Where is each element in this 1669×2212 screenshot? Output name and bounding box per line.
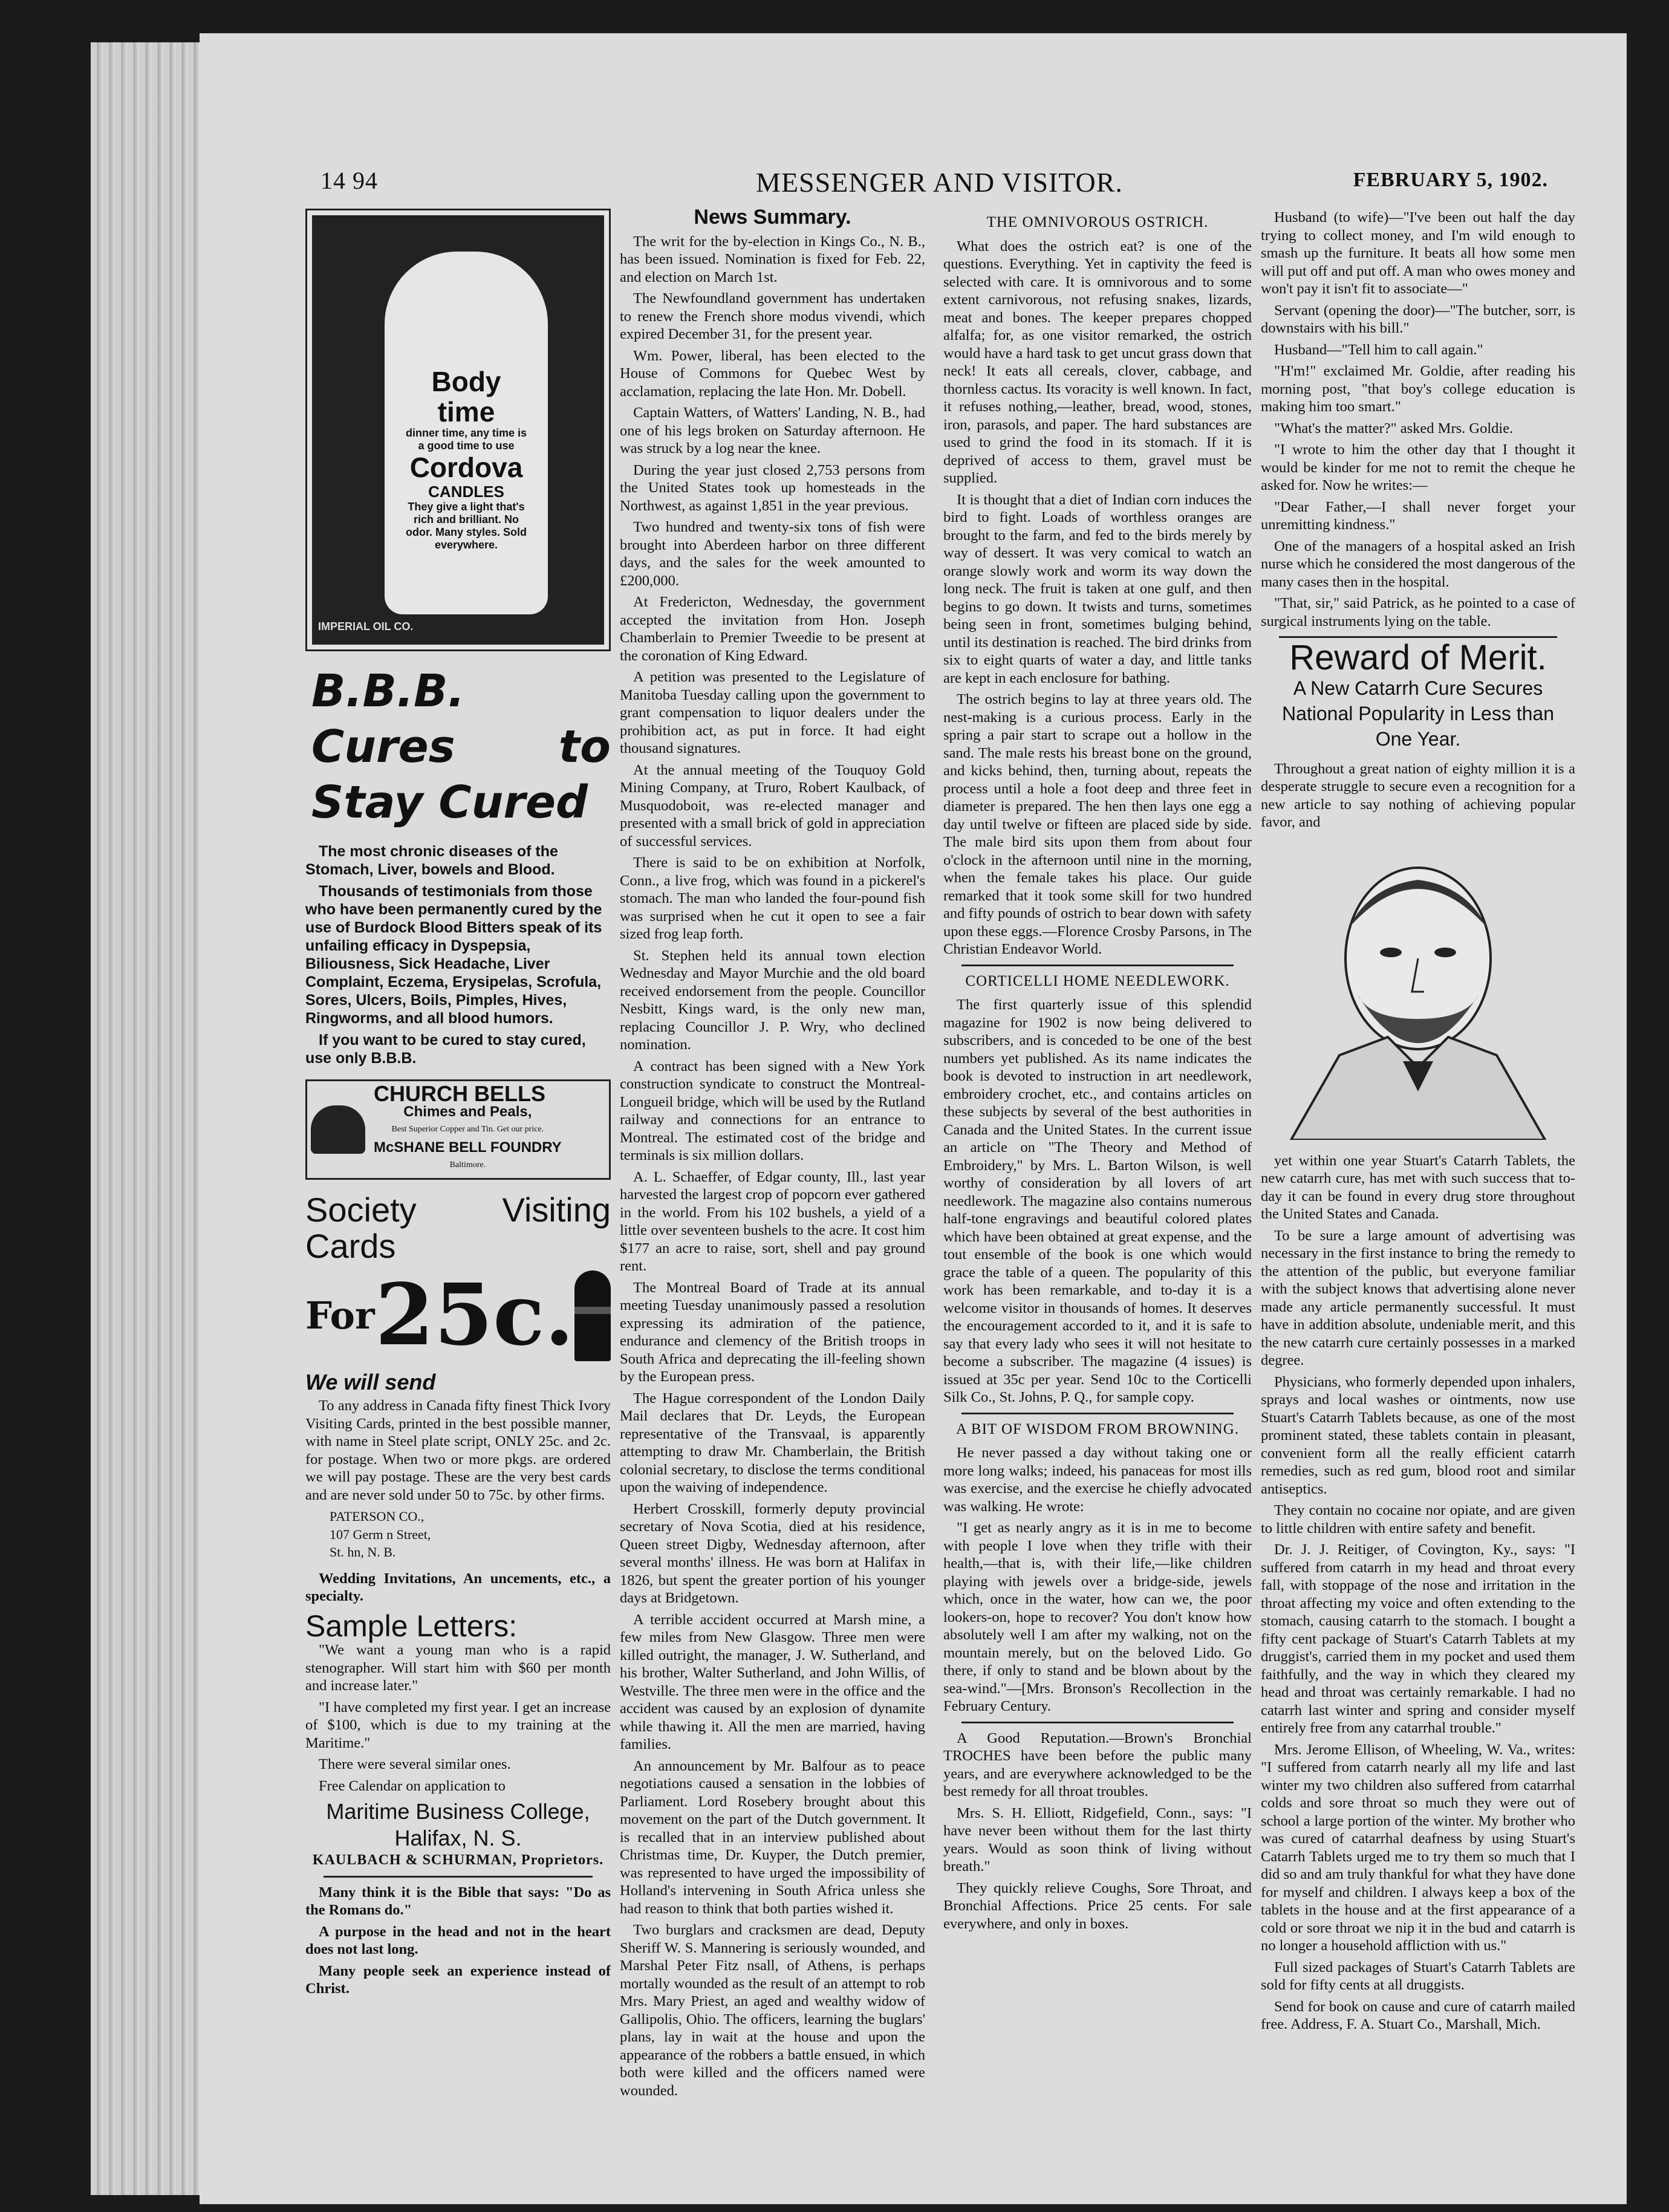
divider <box>324 1876 593 1878</box>
ad-line-body-time: Body time <box>431 366 501 428</box>
gentleman-illustration <box>574 1270 611 1361</box>
bbb-headline: B.B.B. Cures to Stay Cured <box>311 665 611 828</box>
sample-letter-4: Free Calendar on application to <box>319 1777 506 1794</box>
news-item-14: The Montreal Board of Trade at its annual meeting Tuesday unanimously passed a resolution expressing its admiration of the patience, endurance and clemency of the British troops in South Africa and deprecating the ill-feeling shown by the European press. <box>620 1279 925 1385</box>
wisdom-heading: A BIT OF WISDOM FROM BROWNING. <box>955 1420 1239 1437</box>
joke-paragraph-6: "I wrote to him the other day that I thought it would be kinder for me not to remit the cheque he asked for. Now he writes:— <box>1261 441 1575 493</box>
book-page-edges <box>91 42 218 2195</box>
wisdom-paragraph-1: He never passed a day without taking one or more long walks; indeed, his panaceas for most ills was exercise, and the exercise he chiefly advocated was walking. He wrote: <box>943 1445 1252 1515</box>
joke-paragraph-2: Servant (opening the door)—"The butcher, sorr, is downstairs with his bill." <box>1261 302 1575 336</box>
page-number: 14 94 <box>320 167 378 194</box>
bell-icon <box>311 1105 365 1154</box>
troches-paragraphs <box>943 1729 1252 1933</box>
joke-paragraph-1: Husband (to wife)—"I've been out half the day trying to collect money, and I'm wild enough to smash up the furniture. It beats all how some men will put off and put off. A man who owes money and won't pay it isn't fit to associate—" <box>1261 209 1575 297</box>
joke-paragraph-3: Husband—"Tell him to call again." <box>1274 341 1483 358</box>
wisdom-paragraphs <box>943 1444 1252 1716</box>
column-news-summary <box>620 209 925 2168</box>
filler-3: Many people seek an experience instead of Christ. <box>305 1962 611 1997</box>
bbb-body-3: If you want to be cured to stay cured, use only B.B.B. <box>305 1032 586 1067</box>
news-item-15: The Hague correspondent of the London Daily Mail declares that Dr. Leyds, the European representative of the Transvaal, is apparently attempting to draw Mr. Chamberlain, the British colonial secretary, to disclose the terms conditional upon the waiving of independence. <box>620 1390 925 1495</box>
paterson-line-1: PATERSON CO., <box>330 1509 425 1524</box>
news-item-10: There is said to be on exhibition at Norfolk, Conn., a live frog, which was found in a pickerel's stomach. The man who landed the four-pound fish was surprised when he cut it open to see a fair sized frog leap forth. <box>620 854 925 942</box>
ostrich-heading: THE OMNIVOROUS OSTRICH. <box>986 214 1209 230</box>
catarrh-intro: Throughout a great nation of eighty million it is a desperate struggle to secure even a recognition for a new article to say nothing of achieving popular favor, and <box>1261 760 1575 830</box>
bearded-man-portrait <box>1261 838 1575 1140</box>
we-will-send: We will send <box>305 1369 436 1394</box>
church-bells-ad <box>305 1079 611 1180</box>
ad-brand-cordova: Cordova <box>409 452 523 483</box>
ostrich-paragraph-3: The ostrich begins to lay at three years old. The nest-making is a curious process. Early in the spring a pair start to scrape out a hollow in the sand. The male rests his breast bone on the ground, and kicks behind, then, turning about, repeats the process until a hole a foot deep and three feet in diameter is prepared. The hen then lays one egg a day until twelve or fifteen are placed side by side. The male bird sits upon them from about four o'clock in the afternoon until nine in the morning, when the female takes his place. Our guide remarked that it took some skill for two hundred and fifty pounds of ostrich to bear down with safety upon these eggs.—Florence Crosby Parsons, in The Christian Endeavor World. <box>943 691 1252 957</box>
page-header <box>320 166 1548 203</box>
college-name: Maritime Business College, <box>326 1799 590 1824</box>
sample-letters-title: Sample Letters: <box>305 1609 518 1643</box>
news-summary-heading: News Summary. <box>694 209 851 229</box>
ad-line-light: They give a light that's rich and brilliant. No odor. Many styles. Sold everywhere. <box>405 501 527 551</box>
news-item-7: At Fredericton, Wednesday, the government accepted the invitation from Hon. Joseph Chamberlain to Premier Tweedie to be present at the coronation of King Edward. <box>620 594 925 664</box>
news-item-5: During the year just closed 2,753 persons from the United States took up homesteads in the Northwest, as against 1,851 in the year previous. <box>620 461 925 514</box>
ostrich-paragraph-1: What does the ostrich eat? is one of the questions. Everything. Yet in captivity the feed is selected with care. It is omnivorous and to some extent carnivorous, not refusing snakes, lizards, meat and bones. The keeper prepares chopped alfalfa; for, as one visitor remarked, the ostrich would have a hard task to get uncut grass down that neck! It eats all cereals, clover, cabbage, and thornless cactus. Its voracity is well known. In fact, it refuses nothing,—leather, bread, wood, stones, iron, parasols, and paper. The hard substances are used to grind the food in its stomach. If it is deprived of access to them, gravel must be supplied. <box>943 238 1252 486</box>
catarrh-heading: A New Catarrh Cure Secures National Popularity in Less than One Year. <box>1281 677 1555 750</box>
news-item-9: At the annual meeting of the Touquoy Gold Mining Company, at Truro, Robert Kaulback, of Musquodoboit, was re-elected manager and presented with a small brick of gold in appreciation of successful services. <box>620 761 925 850</box>
column-catarrh <box>1261 209 1575 2168</box>
for-text: For <box>305 1293 375 1338</box>
sample-letter-3: There were several similar ones. <box>319 1756 511 1772</box>
sample-letter-1: "We want a young man who is a rapid stenographer. Will start him with $60 per month and increase later." <box>305 1642 611 1694</box>
news-item-11: St. Stephen held its annual town election Wednesday and Mayor Murchie and the old board received endorsement from the people. Councillor Nesbitt, Kings ward, is the only new man, replacing Councillor J. P. Wry, who declined nomination. <box>620 947 925 1053</box>
paterson-line-3: St. hn, N. B. <box>330 1544 396 1560</box>
issue-date: FEBRUARY 5, 1902. <box>1353 169 1548 191</box>
news-item-19: Two burglars and cracksmen are dead, Deputy Sheriff W. S. Mannering is seriously wounded, and Marshal Peter Fitz nsall, of Athens, is perhaps mortally wounded as the result of an attempt to rob Mrs. Mary Priest, an aged and wealthy widow of Gallipolis, Ohio. The officers, learning the buglars' plans, lay in wait at the house and upon the appearance of the robbers a battle ensued, in which both were killed and the officers named were wounded. <box>620 1922 925 2099</box>
divider <box>961 964 1234 966</box>
catarrh-paragraph-7: Full sized packages of Stuart's Catarrh Tablets are sold for fifty cents at all druggists. <box>1261 1959 1575 1993</box>
column-advertisements <box>305 209 611 2168</box>
troches-paragraph-2: Mrs. S. H. Elliott, Ridgefield, Conn., says: "I have never been without them for the last thirty years. Would as soon think of living without breath." <box>943 1804 1252 1875</box>
college-city: Halifax, N. S. <box>394 1826 522 1850</box>
news-item-1: The writ for the by-election in Kings Co., N. B., has been issued. Nomination is fixed for Feb. 22, and election on March 1st. <box>620 233 925 285</box>
cordova-candles-ad <box>305 209 611 651</box>
troches-paragraph-3: They quickly relieve Coughs, Sore Throat, and Bronchial Affections. Price 25 cents. For sale everywhere, and only in boxes. <box>943 1879 1252 1932</box>
catarrh-paragraph-1: yet within one year Stuart's Catarrh Tablets, the new catarrh cure, has met with such success that to-day it can be found in every drug store throughout the United States and Canada. <box>1261 1152 1575 1222</box>
bells-title: CHURCH BELLS <box>374 1081 545 1106</box>
ad-line-dinner: dinner time, any time is a good time to use <box>405 427 527 452</box>
college-proprietors: KAULBACH & SCHURMAN, Proprietors. <box>312 1852 604 1868</box>
news-item-13: A. L. Schaeffer, of Edgar county, Ill., last year harvested the largest crop of popcorn ever gathered in the world. From his 102 bushels, a yield of a little over seventeen bushels to the acre. It cost him $177 an acre to raise, sort, shell and pay ground rent. <box>620 1168 925 1274</box>
catarrh-paragraph-2: To be sure a large amount of advertising was necessary in the first instance to bring the remedy to the attention of the public, but everyone familiar with the subject knows that advertising alone never made any article permanently successful. It must have in addition absolute, undeniable merit, and this the new catarrh cure certainly possesses in a marked degree. <box>1261 1227 1575 1368</box>
bells-sub: Chimes and Peals, <box>403 1103 532 1120</box>
catarrh-paragraph-8: Send for book on cause and cure of catarrh mailed free. Address, F. A. Stuart Co., Marshall, Mich. <box>1261 1998 1575 2032</box>
catarrh-paragraph-5: Dr. J. J. Reitiger, of Covington, Ky., says: "I suffered from catarrh in my head and throat every fall, with stoppage of the nose and irritation in the throat affecting my voice and often extending to the stomach, causing catarrh to the stomach. I bought a fifty cent package of Stuart's Catarrh Tablets at my druggist's, carried them in my pocket and used them faithfully, and the way in which they cleared my head and throat was certainly remarkable. I had no catarrh last winter and spring and consider myself entirely free from any catarrhal trouble." <box>1261 1541 1575 1736</box>
ad-brand-candles: CANDLES <box>428 483 504 501</box>
bells-foundry: McSHANE BELL FOUNDRY <box>374 1139 562 1156</box>
catarrh-paragraph-4: They contain no cocaine nor opiate, and are given to little children with entire safety and benefit. <box>1261 1502 1575 1537</box>
wedding-invitations: Wedding Invitations, An uncements, etc., a specialty. <box>305 1570 611 1604</box>
joke-paragraph-9: "That, sir," said Patrick, as he pointed to a case of surgical instruments lying on the table. <box>1261 595 1575 629</box>
reward-of-merit-title: Reward of Merit. <box>1289 638 1547 677</box>
joke-paragraph-4: "H'm!" exclaimed Mr. Goldie, after reading his morning post, "that boy's college education is making him too smart." <box>1261 363 1575 415</box>
corticelli-heading: CORTICELLI HOME NEEDLEWORK. <box>965 972 1230 989</box>
news-item-8: A petition was presented to the Legislature of Manitoba Tuesday calling upon the government to grant compensation to liquor dealers under the prohibition act, as put in force. It had eight thousand signatures. <box>620 669 925 756</box>
masthead-title: MESSENGER AND VISITOR. <box>756 167 1123 198</box>
divider <box>961 1722 1234 1723</box>
bells-fine: Best Superior Copper and Tin. Get our price. <box>391 1125 544 1134</box>
ostrich-paragraph-2: It is thought that a diet of Indian corn induces the bird to fight. Loads of worthless oranges are brought to the farm, and fed to the birds merely by way of dessert. It was very comical to watch an orange slowly work and worm its way down the long neck. The fruit is taken at one gulf, and then begins to go down. It twists and turns, sometimes being seen in front, sometimes bulging behind, until its destination is reached. The bird drinks from six to eight quarts of water a day, and little tanks are kept in each enclosure for bathing. <box>943 491 1252 686</box>
ad-maker: IMPERIAL OIL CO. <box>318 620 414 633</box>
filler-2: A purpose in the head and not in the heart does not last long. <box>305 1923 611 1957</box>
troches-paragraph-1: A Good Reputation.—Brown's Bronchial TROCHES have been before the public many years, and are everywhere acknowledged to be the best remedy for all throat troubles. <box>943 1729 1252 1800</box>
catarrh-paragraph-6: Mrs. Jerome Ellison, of Wheeling, W. Va., writes: "I suffered from catarrh nearly all my life and last winter my two children also suffered from catarrhal colds and sore throat so much they were out of school a large portion of the winter. My brother who was cured of catarrhal deafness by using Stuart's Catarrh Tablets urged me to try them so much that I did so and am truly thankful for what they have done for myself and children. I always keep a box of the tablets in the house and at the first appearance of a cold or sore throat we nip it in the bud and catarrh is no longer a household affliction with us." <box>1261 1741 1575 1954</box>
news-item-17: A terrible accident occurred at Marsh mine, a few miles from New Glasgow. Three men were killed outright, the manager, J. W. Sutherland, and his brother, Walter Sutherland, and John Willis, of Westville. The three men were in the office and the accident was caused by an explosion of dynamite while thawing it. All the men are married, having families. <box>620 1611 925 1752</box>
catarrh-paragraph-3: Physicians, who formerly depended upon inhalers, sprays and local washes or ointments, now use Stuart's Catarrh Tablets because, as one of the most prominent stated, these tablets contain in pleasant, convenient form all the really efficient catarrh remedies, such as red gum, blood root and similar antiseptics. <box>1261 1373 1575 1497</box>
bbb-body-1: The most chronic diseases of the Stomach, Liver, bowels and Blood. <box>305 843 558 878</box>
joke-paragraph-5: "What's the matter?" asked Mrs. Goldie. <box>1274 420 1514 437</box>
catarrh-paragraphs <box>1261 1152 1575 2034</box>
news-paragraphs <box>620 233 925 2100</box>
cards-price: 25c. <box>375 1265 574 1365</box>
ostrich-paragraphs <box>943 238 1252 958</box>
bbb-body-2: Thousands of testimonials from those who have been permanently cured by the use of Burdock Blood Bitters speak of its unfailing efficacy in Dyspepsia, Biliousness, Sick Headache, Liver Complaint, Eczema, Erysipelas, Scrofula, Sores, Ulcers, Boils, Pimples, Hives, Ringworms, and all blood humors. <box>305 883 602 1027</box>
jokes-paragraphs <box>1261 209 1575 630</box>
news-item-18: An announcement by Mr. Balfour as to peace negotiations caused a sensation in the lobbies of Parliament. Lord Rosebery brought about this movement on the part of the Dutch government. It is recalled that in an interview published about Christmas time, Dr. Kuyper, the Dutch premier, was represented to have urged the impossibility of Holland's intervening in South Africa unless she had reason to think that both parties wished it. <box>620 1757 925 1917</box>
corticelli-paragraph: The first quarterly issue of this splendid magazine for 1902 is now being delivered to subscribers, and is conceded to be one of the best numbers yet published. As its name indicates the book is devoted to instruction in art needlework, embroidery crochet, etc., and contains articles on these subjects by several of the best authorities in Canada and the United States. In the current issue an article on "The Theory and Method of Embroidery," by Mrs. L. Barton Wilson, is well worthy of consideration by all lovers of art needlework. The magazine also contains numerous half-tone engravings and beautiful colored plates which have been obtained at great expense, and the tout ensemble of the book is one which would grace the table of a queen. The popularity of this work has been remarkable, and to-day it is a welcome visitor in thousands of homes. It deserves the encouragement accorded to it, and it is safe to say that every lady who sees it will not hesitate to become a subscriber. The magazine (4 issues) is issued at 35c per year. Send 10c to the Corticelli Silk Co., St. Johns, P. Q., for sample copy. <box>943 997 1252 1405</box>
joke-paragraph-7: "Dear Father,—I shall never forget your unremitting kindness." <box>1261 498 1575 533</box>
news-item-2: The Newfoundland government has undertaken to renew the French shore modus vivendi, which expired December 31, for the present year. <box>620 290 925 342</box>
column-articles <box>943 209 1252 2168</box>
news-item-16: Herbert Crosskill, formerly deputy provincial secretary of Nova Scotia, died at his residence, Queen street Digby, Wednesday afternoon, after several months' illness. He was born at Halifax in 1826, but spent the greater portion of his younger days at Bridgetown. <box>620 1500 925 1606</box>
news-item-4: Captain Watters, of Watters' Landing, N. B., had one of his legs broken on Saturday afternoon. He was struck by a log near the knee. <box>620 405 925 457</box>
paterson-line-2: 107 Germ n Street, <box>330 1526 431 1542</box>
joke-paragraph-8: One of the managers of a hospital asked an Irish nurse which he considered the most dangerous of the many cases then in the hospital. <box>1261 538 1575 590</box>
sample-letter-2: "I have completed my first year. I get an increase of $100, which is due to my training at the Maritime." <box>305 1699 611 1751</box>
society-cards-title: Society Visiting Cards <box>305 1190 611 1265</box>
news-item-12: A contract has been signed with a New York construction syndicate to construct the Montreal-Longueil bridge, which will be used by the Rutland railway and connections for an entrance to Montreal. The estimated cost of the bridge and terminals is six million dollars. <box>620 1058 925 1163</box>
news-item-6: Two hundred and twenty-six tons of fish were brought into Aberdeen harbor on three different days, and the sales for the week amounted to £200,000. <box>620 519 925 589</box>
filler-1: Many think it is the Bible that says: "Do as the Romans do." <box>305 1884 611 1918</box>
bells-city: Baltimore. <box>449 1160 486 1169</box>
cards-body: To any address in Canada fifty finest Thick Ivory Visiting Cards, printed in the best possible manner, with name in Steel plate script, ONLY 25c. and 2c. for postage. When two or more pkgs. are ordered we will pay postage. These are the very best cards and are never sold under 50 to 75c. by other firms. <box>305 1397 611 1503</box>
news-item-3: Wm. Power, liberal, has been elected to the House of Commons for Quebec West by acclamation, replacing the late Hon. Mr. Dobell. <box>620 347 925 400</box>
divider <box>961 1413 1234 1414</box>
wisdom-paragraph-2: "I get as nearly angry as it is in me to become with people I love when they trifle with their health,—that is, with their life,—like children playing with jewels over a bridge-side, jewels which, once in the water, how can we, the poor lookers-on, hope to recover? You don't know how absolutely well I am after my walking, not on the mountain merely, but on the beloved Lido. Go there, if only to stand and be blown about by the sea-wind."—[Mrs. Bronson's Recollection in the February Century. <box>943 1520 1252 1714</box>
